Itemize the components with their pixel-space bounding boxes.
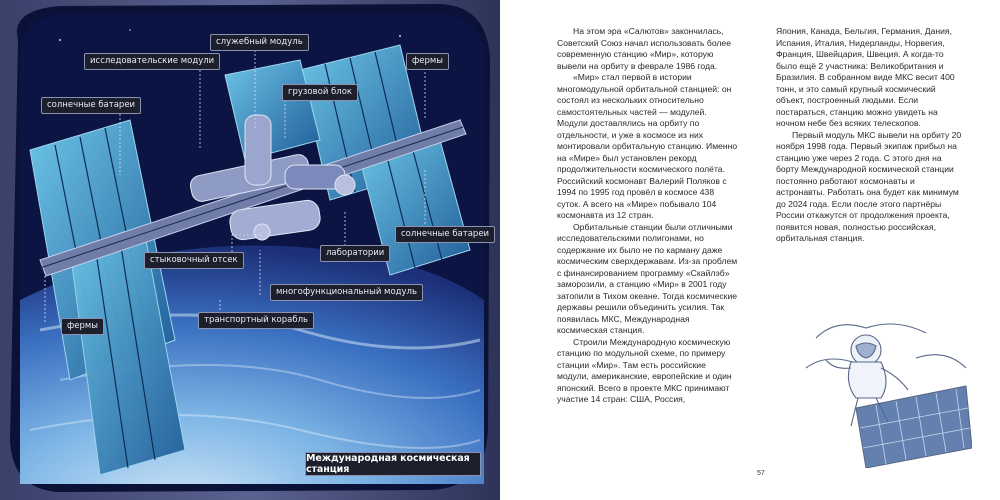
illustration-caption: Международная космическая станция <box>305 452 481 476</box>
text-page <box>500 0 1000 500</box>
label-trusses-bottom: фермы <box>61 318 104 335</box>
label-laboratories: лаборатории <box>320 245 390 262</box>
text-column-left <box>557 26 739 406</box>
label-transport-ship: транспортный корабль <box>198 312 314 329</box>
paragraph: «Мир» стал первой в истории многомодульной орбитальной станцией: он состоял из нескольких относительно самостоятельных частей — модулей. Модули доставлялись на орбиту по отдельности, и уже в космосе из них монтировали орбитальную станцию. Именно на «Мире» был установлен рекорд продолжительности космического полёта. Российский космонавт Валерий Поляков с 1994 по 1995 год провёл в космосе 438 суток. А всего на «Мире» побывало 104 космонавта из 12 стран. <box>557 72 738 220</box>
paragraph: Япония, Канада, Бельгия, Германия, Дания, Испания, Италия, Нидерланды, Норвегия, Франция, Швейцария, Швеция. А когда-то было ещё 2 участника: Великобритания и Бразилия. В собранном виде МКС весит 400 тонн, и это самый крупный космический объект, построенный людьми. Если постараться, станцию можно увидеть на ночном небе без всяких телескопов. <box>776 26 955 128</box>
label-cargo-block: грузовой блок <box>282 84 358 101</box>
paragraph: Строили Международную космическую станцию по модульной схеме, по примеру станции «Мир». Там есть российские модули, американские, европейские и один японский. Всего в проекте МКС принимают участие 14 стран: США, Россия, <box>557 336 732 404</box>
page-number: 57 <box>757 470 765 477</box>
paragraph: Орбитальные станции были отличными исследовательскими полигонами, но содержание их было не по карману даже космическим сверхдержавам. Из-за проблем с финансированием программу «Скайлэб» заморозили, а станцию «Мир» в 2001 году затопили в Тихом океане. Тогда космические державы решили объединить усилия. Так появилась МКС, Международная космическая станция. <box>557 221 738 335</box>
label-docking-compartment: стыковочный отсек <box>144 252 244 269</box>
label-service-module: служебный модуль <box>210 34 309 51</box>
text-column-right <box>776 26 964 245</box>
label-trusses-top: фермы <box>406 53 449 70</box>
label-solar-panels-right: солнечные батареи <box>395 226 495 243</box>
label-research-modules: исследовательские модули <box>84 53 220 70</box>
astronaut-illustration <box>796 298 972 468</box>
paragraph: На этом эра «Салютов» закончилась, Советский Союз начал использовать более современную станцию «Мир», которую вывели на орбиту в феврале 1986 года. <box>557 26 731 71</box>
label-solar-panels-left: солнечные батареи <box>41 97 141 114</box>
label-multifunctional-module: многофункциональный модуль <box>270 284 423 301</box>
paragraph: Первый модуль МКС вывели на орбиту 20 ноября 1998 года. Первый экипаж прибыл на станцию уже через 2 года. С этого дня на борту Международной космической станции постоянно работают космонавты и астронавты. Работать она будет как минимум до 2024 года. Если после этого партнёры России откажутся от продолжения проекта, появится новая, полностью российская, орбитальная станция. <box>776 129 962 243</box>
